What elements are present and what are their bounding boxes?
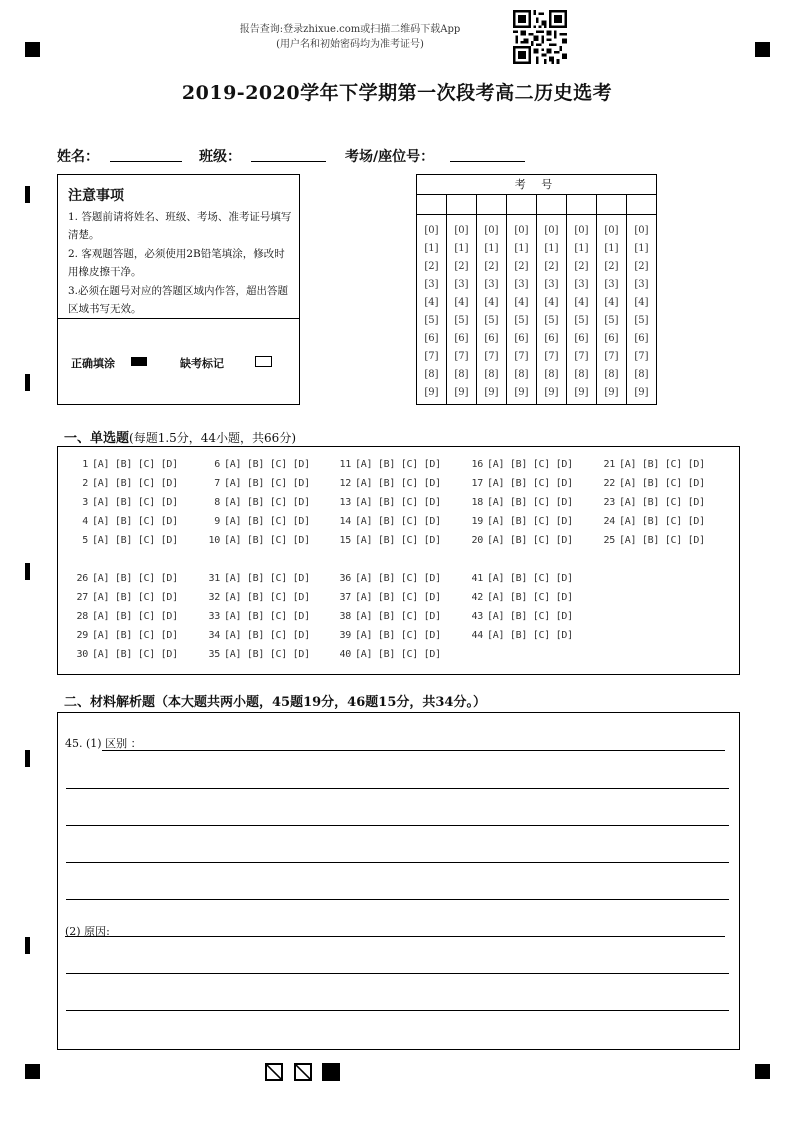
exam-digit-bubble[interactable]: [9] xyxy=(454,387,469,398)
question-number: 26 xyxy=(76,573,88,584)
exam-digit-bubble[interactable]: [9] xyxy=(544,387,559,398)
mc-question-21[interactable] xyxy=(601,459,705,470)
multiple-choice-area xyxy=(57,446,740,675)
answer-options[interactable]: [A] [B] [C] [D] xyxy=(224,535,310,546)
answer-line[interactable] xyxy=(66,1010,729,1011)
credentials-note-line: (用户名和初始密码均为准考证号) xyxy=(276,39,424,50)
report-query-line: 报告查询:登录zhixue.com或扫描二维码下载App xyxy=(239,24,461,35)
exam-digit-write-cell[interactable] xyxy=(567,195,597,214)
page-title: 2019-2020学年下学期第一次段考高二历史选考 xyxy=(181,82,613,104)
answer-options[interactable]: [A] [B] [C] [D] xyxy=(619,497,705,508)
class-label: 班级： xyxy=(199,149,241,165)
answer-options[interactable]: [A] [B] [C] [D] xyxy=(224,630,310,641)
exam-digit-bubble[interactable]: [0] xyxy=(604,225,619,236)
question-number: 5 xyxy=(82,535,88,546)
exam-digit-bubble[interactable]: [2] xyxy=(634,261,649,272)
notice-item: 2. 客观题答题，必须使用2B铅笔填涂，修改时用橡皮擦干净。 xyxy=(68,247,285,279)
exam-digit-bubble[interactable]: [8] xyxy=(634,369,649,380)
exam-digit-bubble[interactable]: [4] xyxy=(514,297,529,308)
mc-question-6[interactable] xyxy=(206,459,310,470)
exam-digit-write-cell[interactable] xyxy=(507,195,537,214)
mc-question-32[interactable] xyxy=(206,592,310,603)
answer-options[interactable]: [A] [B] [C] [D] xyxy=(224,516,310,527)
mc-question-42[interactable] xyxy=(469,592,573,603)
exam-digit-bubble[interactable]: [6] xyxy=(514,333,529,344)
answer-line[interactable] xyxy=(66,973,729,974)
exam-digit-bubble[interactable]: [9] xyxy=(514,387,529,398)
question-number: 3 xyxy=(82,497,88,508)
class-field[interactable] xyxy=(251,161,326,162)
answer-options[interactable]: [A] [B] [C] [D] xyxy=(355,516,441,527)
question-number: 2 xyxy=(82,478,88,489)
exam-number-box xyxy=(416,174,657,405)
exam-digit-write-cell[interactable] xyxy=(597,195,627,214)
exam-digit-bubble[interactable]: [8] xyxy=(454,369,469,380)
answer-options[interactable]: [A] [B] [C] [D] xyxy=(355,459,441,470)
exam-digit-bubble[interactable]: [4] xyxy=(544,297,559,308)
answer-line[interactable] xyxy=(102,750,725,751)
exam-digit-bubble[interactable]: [2] xyxy=(484,261,499,272)
exam-digit-bubble[interactable]: [0] xyxy=(424,225,439,236)
exam-digit-bubble[interactable]: [6] xyxy=(634,333,649,344)
question-number: 42 xyxy=(471,592,483,603)
exam-digit-bubble[interactable]: [2] xyxy=(544,261,559,272)
answer-options[interactable]: [A] [B] [C] [D] xyxy=(92,535,178,546)
exam-digit-bubble[interactable]: [2] xyxy=(514,261,529,272)
answer-options[interactable]: [A] [B] [C] [D] xyxy=(92,478,178,489)
mc-question-40[interactable] xyxy=(337,649,441,660)
answer-options[interactable]: [A] [B] [C] [D] xyxy=(355,611,441,622)
exam-digit-bubble[interactable]: [1] xyxy=(604,243,619,254)
question-number: 20 xyxy=(471,535,483,546)
mc-question-38[interactable] xyxy=(337,611,441,622)
exam-digit-bubble[interactable]: [5] xyxy=(604,315,619,326)
section1-subtitle: (每题1.5分，44小题，共66分) xyxy=(129,431,297,445)
exam-digit-write-cell[interactable] xyxy=(537,195,567,214)
mc-question-14[interactable] xyxy=(337,516,441,527)
exam-digit-bubble[interactable]: [4] xyxy=(484,297,499,308)
mc-question-24[interactable] xyxy=(601,516,705,527)
exam-digit-column xyxy=(417,214,447,404)
question-number: 17 xyxy=(471,478,483,489)
registration-mark-top-right xyxy=(755,42,770,57)
question-number: 38 xyxy=(339,611,351,622)
timing-mark xyxy=(25,374,30,391)
exam-digit-bubble[interactable]: [6] xyxy=(574,333,589,344)
registration-mark-top-left xyxy=(25,42,40,57)
exam-digit-bubble[interactable]: [6] xyxy=(544,333,559,344)
question-number: 41 xyxy=(471,573,483,584)
mc-question-39[interactable] xyxy=(337,630,441,641)
exam-number-write-row xyxy=(417,195,656,215)
answer-options[interactable]: [A] [B] [C] [D] xyxy=(487,516,573,527)
notice-item: 1. 答题前请将姓名、班级、考场、准考证号填写清楚。 xyxy=(68,211,292,242)
mc-question-41[interactable] xyxy=(469,573,573,584)
exam-digit-bubble[interactable]: [3] xyxy=(574,279,589,290)
mc-question-33[interactable] xyxy=(206,611,310,622)
exam-digit-column xyxy=(537,214,567,404)
timing-mark xyxy=(25,750,30,767)
mc-question-29[interactable] xyxy=(74,630,178,641)
question-number: 16 xyxy=(471,459,483,470)
exam-digit-bubble[interactable]: [5] xyxy=(634,315,649,326)
answer-options[interactable]: [A] [B] [C] [D] xyxy=(355,592,441,603)
answer-options[interactable]: [A] [B] [C] [D] xyxy=(487,630,573,641)
exam-digit-bubble[interactable]: [1] xyxy=(634,243,649,254)
answer-options[interactable]: [A] [B] [C] [D] xyxy=(619,516,705,527)
notice-heading: 注意事项 xyxy=(68,188,124,204)
mc-question-37[interactable] xyxy=(337,592,441,603)
exam-digit-bubble[interactable]: [3] xyxy=(514,279,529,290)
exam-digit-bubble[interactable]: [4] xyxy=(574,297,589,308)
exam-digit-bubble[interactable]: [5] xyxy=(544,315,559,326)
question-number: 7 xyxy=(214,478,220,489)
answer-options[interactable]: [A] [B] [C] [D] xyxy=(355,497,441,508)
question-number: 4 xyxy=(82,516,88,527)
question-number: 21 xyxy=(603,459,615,470)
exam-digit-bubble[interactable]: [1] xyxy=(454,243,469,254)
exam-digit-bubble[interactable]: [5] xyxy=(424,315,439,326)
question-number: 25 xyxy=(603,535,615,546)
question-number: 27 xyxy=(76,592,88,603)
name-label: 姓名： xyxy=(57,149,99,165)
solid-box-icon xyxy=(322,1063,340,1081)
answer-options[interactable]: [A] [B] [C] [D] xyxy=(92,649,178,660)
exam-digit-bubble[interactable]: [3] xyxy=(424,279,439,290)
answer-options[interactable]: [A] [B] [C] [D] xyxy=(224,592,310,603)
section1-heading: 一、单选题 xyxy=(64,431,130,446)
crossed-box-icon xyxy=(294,1063,312,1081)
answer-options[interactable]: [A] [B] [C] [D] xyxy=(92,497,178,508)
timing-mark xyxy=(25,937,30,954)
exam-digit-bubble[interactable]: [0] xyxy=(574,225,589,236)
exam-digit-bubble[interactable]: [9] xyxy=(604,387,619,398)
answer-options[interactable]: [A] [B] [C] [D] xyxy=(355,573,441,584)
seat-field[interactable] xyxy=(450,161,525,162)
question-number: 28 xyxy=(76,611,88,622)
timing-mark xyxy=(25,186,30,203)
answer-options[interactable]: [A] [B] [C] [D] xyxy=(224,497,310,508)
mc-question-35[interactable] xyxy=(206,649,310,660)
answer-options[interactable]: [A] [B] [C] [D] xyxy=(92,611,178,622)
mc-question-4[interactable] xyxy=(74,516,178,527)
exam-digit-bubble[interactable]: [1] xyxy=(484,243,499,254)
answer-options[interactable]: [A] [B] [C] [D] xyxy=(224,611,310,622)
mc-question-36[interactable] xyxy=(337,573,441,584)
exam-digit-bubble[interactable]: [1] xyxy=(514,243,529,254)
exam-digit-bubble[interactable]: [8] xyxy=(424,369,439,380)
timing-mark xyxy=(25,563,30,580)
exam-digit-column xyxy=(447,214,477,404)
answer-options[interactable]: [A] [B] [C] [D] xyxy=(487,535,573,546)
mc-question-15[interactable] xyxy=(337,535,441,546)
answer-options[interactable]: [A] [B] [C] [D] xyxy=(487,592,573,603)
exam-digit-bubble[interactable]: [6] xyxy=(454,333,469,344)
mc-question-28[interactable] xyxy=(74,611,178,622)
answer-options[interactable]: [A] [B] [C] [D] xyxy=(487,573,573,584)
exam-digit-bubble[interactable]: [1] xyxy=(544,243,559,254)
exam-digit-bubble[interactable]: [4] xyxy=(604,297,619,308)
answer-options[interactable]: [A] [B] [C] [D] xyxy=(487,497,573,508)
exam-digit-bubble[interactable]: [8] xyxy=(544,369,559,380)
mc-question-13[interactable] xyxy=(337,497,441,508)
question-number: 43 xyxy=(471,611,483,622)
exam-digit-column xyxy=(567,214,597,404)
exam-digit-bubble[interactable]: [7] xyxy=(424,351,439,362)
answer-options[interactable]: [A] [B] [C] [D] xyxy=(487,459,573,470)
exam-digit-bubble[interactable]: [9] xyxy=(484,387,499,398)
mc-question-16[interactable] xyxy=(469,459,573,470)
mc-question-7[interactable] xyxy=(206,478,310,489)
exam-digit-bubble[interactable]: [8] xyxy=(484,369,499,380)
mc-question-10[interactable] xyxy=(206,535,310,546)
answer-options[interactable]: [A] [B] [C] [D] xyxy=(619,478,705,489)
question-number: 10 xyxy=(208,535,220,546)
mc-question-17[interactable] xyxy=(469,478,573,489)
exam-digit-bubble[interactable]: [0] xyxy=(544,225,559,236)
exam-digit-bubble[interactable]: [3] xyxy=(604,279,619,290)
exam-digit-bubble[interactable]: [6] xyxy=(424,333,439,344)
exam-digit-bubble[interactable]: [8] xyxy=(604,369,619,380)
section2-title: 二、材料解析题（本大题共两小题，45题19分，46题15分，共34分。） xyxy=(64,695,486,710)
qr-code-icon[interactable] xyxy=(512,10,568,64)
mc-question-2[interactable] xyxy=(74,478,178,489)
question-number: 6 xyxy=(214,459,220,470)
exam-digit-bubble[interactable]: [1] xyxy=(574,243,589,254)
answer-options[interactable]: [A] [B] [C] [D] xyxy=(355,630,441,641)
mc-question-44[interactable] xyxy=(469,630,573,641)
exam-digit-bubble[interactable]: [5] xyxy=(454,315,469,326)
exam-digit-bubble[interactable]: [3] xyxy=(634,279,649,290)
exam-digit-bubble[interactable]: [9] xyxy=(574,387,589,398)
mc-question-3[interactable] xyxy=(74,497,178,508)
answer-line[interactable] xyxy=(66,825,729,826)
exam-digit-bubble[interactable]: [0] xyxy=(634,225,649,236)
question-number: 24 xyxy=(603,516,615,527)
mc-question-5[interactable] xyxy=(74,535,178,546)
answer-options[interactable]: [A] [B] [C] [D] xyxy=(355,478,441,489)
exam-digit-bubble[interactable]: [7] xyxy=(514,351,529,362)
exam-digit-bubble[interactable]: [4] xyxy=(424,297,439,308)
crossed-box-icon xyxy=(265,1063,283,1081)
exam-digit-bubble[interactable]: [5] xyxy=(514,315,529,326)
exam-digit-column xyxy=(507,214,537,404)
exam-digit-bubble[interactable]: [2] xyxy=(604,261,619,272)
exam-digit-bubble[interactable]: [3] xyxy=(454,279,469,290)
mc-question-19[interactable] xyxy=(469,516,573,527)
notice-item: 3.必须在题号对应的答题区域内作答，超出答题区域书写无效。 xyxy=(68,284,289,316)
question-number: 32 xyxy=(208,592,220,603)
exam-digit-bubble[interactable]: [8] xyxy=(574,369,589,380)
question-number: 8 xyxy=(214,497,220,508)
question-number: 31 xyxy=(208,573,220,584)
filled-bubble-sample xyxy=(131,357,147,366)
question-number: 29 xyxy=(76,630,88,641)
report-query-note xyxy=(215,22,485,52)
notice-divider xyxy=(58,318,299,319)
answer-options[interactable]: [A] [B] [C] [D] xyxy=(92,630,178,641)
question-number: 33 xyxy=(208,611,220,622)
question-number: 23 xyxy=(603,497,615,508)
exam-digit-bubble[interactable]: [7] xyxy=(634,351,649,362)
question-number: 19 xyxy=(471,516,483,527)
exam-digit-bubble[interactable]: [7] xyxy=(454,351,469,362)
answer-options[interactable]: [A] [B] [C] [D] xyxy=(92,459,178,470)
question-number: 12 xyxy=(339,478,351,489)
question-number: 44 xyxy=(471,630,483,641)
answer-line[interactable] xyxy=(66,862,729,863)
essay-answer-area[interactable] xyxy=(57,712,740,1050)
mc-question-1[interactable] xyxy=(74,459,178,470)
answer-options[interactable]: [A] [B] [C] [D] xyxy=(619,535,705,546)
mc-question-11[interactable] xyxy=(337,459,441,470)
mc-question-31[interactable] xyxy=(206,573,310,584)
answer-line[interactable] xyxy=(66,788,729,789)
exam-digit-column xyxy=(477,214,507,404)
exam-digit-bubble[interactable]: [7] xyxy=(574,351,589,362)
question-number: 35 xyxy=(208,649,220,660)
answer-options[interactable]: [A] [B] [C] [D] xyxy=(224,649,310,660)
exam-number-bubble-grid xyxy=(417,214,656,404)
exam-digit-column xyxy=(627,214,656,404)
seat-label: 考场/座位号： xyxy=(345,149,435,165)
question-number: 40 xyxy=(339,649,351,660)
mc-question-23[interactable] xyxy=(601,497,705,508)
question-number: 30 xyxy=(76,649,88,660)
question-number: 34 xyxy=(208,630,220,641)
exam-digit-bubble[interactable]: [2] xyxy=(424,261,439,272)
answer-options[interactable]: [A] [B] [C] [D] xyxy=(92,573,178,584)
exam-digit-bubble[interactable]: [4] xyxy=(634,297,649,308)
answer-options[interactable]: [A] [B] [C] [D] xyxy=(487,611,573,622)
exam-digit-column xyxy=(597,214,627,404)
registration-mark-bottom-right xyxy=(755,1064,770,1079)
answer-options[interactable]: [A] [B] [C] [D] xyxy=(224,573,310,584)
answer-line[interactable] xyxy=(65,936,725,937)
exam-digit-write-cell[interactable] xyxy=(627,195,656,214)
mc-question-26[interactable] xyxy=(74,573,178,584)
q45-part2-label: (2) 原因: xyxy=(65,925,110,938)
question-number: 39 xyxy=(339,630,351,641)
absent-mark-checkbox[interactable] xyxy=(255,356,272,367)
exam-digit-bubble[interactable]: [6] xyxy=(484,333,499,344)
notice-text xyxy=(68,208,293,318)
answer-options[interactable]: [A] [B] [C] [D] xyxy=(355,649,441,660)
exam-digit-bubble[interactable]: [0] xyxy=(484,225,499,236)
mc-question-43[interactable] xyxy=(469,611,573,622)
exam-number-header: 考 号 xyxy=(417,175,656,195)
correct-fill-label: 正确填涂 xyxy=(71,357,115,370)
mc-question-8[interactable] xyxy=(206,497,310,508)
exam-digit-bubble[interactable]: [5] xyxy=(574,315,589,326)
answer-options[interactable]: [A] [B] [C] [D] xyxy=(92,516,178,527)
answer-options[interactable]: [A] [B] [C] [D] xyxy=(224,478,310,489)
mc-question-25[interactable] xyxy=(601,535,705,546)
answer-options[interactable]: [A] [B] [C] [D] xyxy=(619,459,705,470)
name-field[interactable] xyxy=(110,161,182,162)
exam-digit-bubble[interactable]: [5] xyxy=(484,315,499,326)
answer-line[interactable] xyxy=(66,899,729,900)
exam-digit-write-cell[interactable] xyxy=(447,195,477,214)
exam-digit-bubble[interactable]: [8] xyxy=(514,369,529,380)
exam-digit-bubble[interactable]: [3] xyxy=(544,279,559,290)
exam-digit-bubble[interactable]: [6] xyxy=(604,333,619,344)
question-number: 14 xyxy=(339,516,351,527)
mc-question-27[interactable] xyxy=(74,592,178,603)
exam-digit-bubble[interactable]: [3] xyxy=(484,279,499,290)
exam-digit-bubble[interactable]: [0] xyxy=(514,225,529,236)
registration-mark-bottom-left xyxy=(25,1064,40,1079)
answer-options[interactable]: [A] [B] [C] [D] xyxy=(224,459,310,470)
exam-digit-bubble[interactable]: [0] xyxy=(454,225,469,236)
question-number: 15 xyxy=(339,535,351,546)
question-number: 1 xyxy=(82,459,88,470)
exam-digit-bubble[interactable]: [9] xyxy=(634,387,649,398)
mc-question-12[interactable] xyxy=(337,478,441,489)
mc-question-34[interactable] xyxy=(206,630,310,641)
exam-digit-bubble[interactable]: [2] xyxy=(454,261,469,272)
question-number: 11 xyxy=(339,459,351,470)
mc-question-22[interactable] xyxy=(601,478,705,489)
exam-digit-bubble[interactable]: [7] xyxy=(604,351,619,362)
mc-question-9[interactable] xyxy=(206,516,310,527)
question-number: 18 xyxy=(471,497,483,508)
question-number: 22 xyxy=(603,478,615,489)
question-number: 36 xyxy=(339,573,351,584)
notice-box xyxy=(57,174,300,405)
exam-digit-bubble[interactable]: [1] xyxy=(424,243,439,254)
exam-digit-write-cell[interactable] xyxy=(417,195,447,214)
question-number: 9 xyxy=(214,516,220,527)
exam-digit-bubble[interactable]: [2] xyxy=(574,261,589,272)
q45-part1-label: 45. (1) 区别 ： xyxy=(65,737,142,750)
answer-options[interactable]: [A] [B] [C] [D] xyxy=(487,478,573,489)
section1-title xyxy=(64,427,296,446)
exam-digit-bubble[interactable]: [4] xyxy=(454,297,469,308)
question-number: 13 xyxy=(339,497,351,508)
question-number: 37 xyxy=(339,592,351,603)
answer-options[interactable]: [A] [B] [C] [D] xyxy=(92,592,178,603)
exam-digit-bubble[interactable]: [7] xyxy=(484,351,499,362)
exam-digit-bubble[interactable]: [9] xyxy=(424,387,439,398)
exam-digit-bubble[interactable]: [7] xyxy=(544,351,559,362)
mc-question-30[interactable] xyxy=(74,649,178,660)
mc-question-20[interactable] xyxy=(469,535,573,546)
answer-options[interactable]: [A] [B] [C] [D] xyxy=(355,535,441,546)
mc-question-18[interactable] xyxy=(469,497,573,508)
absent-mark-label: 缺考标记 xyxy=(180,357,224,370)
exam-digit-write-cell[interactable] xyxy=(477,195,507,214)
